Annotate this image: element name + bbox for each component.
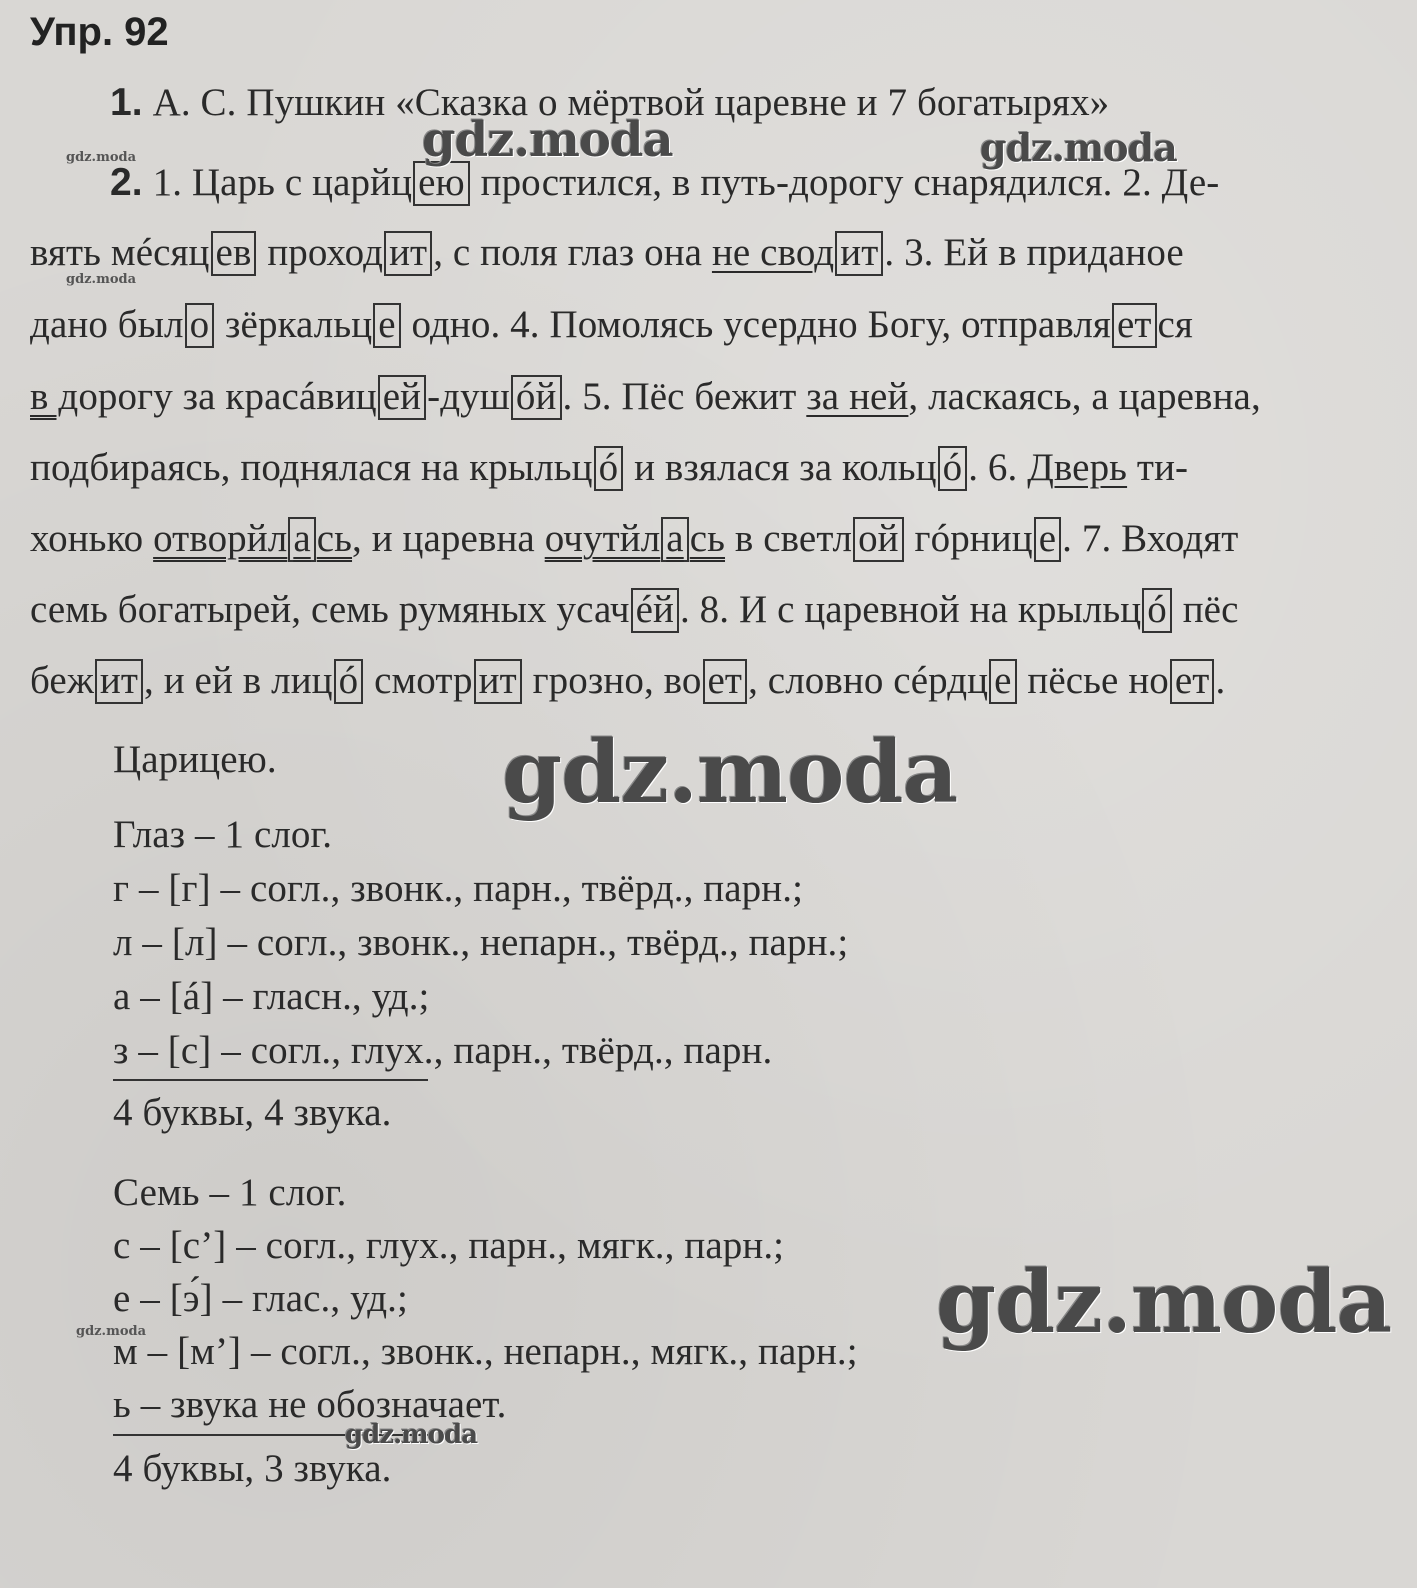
- underlined-fragment: в д: [30, 375, 79, 418]
- ending-box: о: [185, 303, 215, 348]
- text-fragment: зёркальц: [215, 303, 373, 346]
- analysis-1-line: л – [л] – согл., звонк., непарн., твёрд., парн.;: [113, 921, 849, 964]
- ending-box: е: [1034, 517, 1061, 562]
- analysis-2-title: Семь – 1 слог.: [113, 1171, 347, 1214]
- text-fragment: пёс: [1172, 588, 1239, 631]
- text-fragment: подбираясь, поднялася на крыльц: [30, 446, 593, 489]
- text-fragment: . 7. Входят: [1062, 517, 1239, 560]
- watermark: gdz.moda: [422, 112, 673, 168]
- underlined-fragment: за ней: [806, 375, 909, 418]
- text-fragment: . 3. Ей в приданое: [884, 231, 1184, 274]
- ending-box: óй: [511, 375, 562, 420]
- watermark-small: gdz.moda: [76, 1324, 147, 1339]
- ending-box: ит: [95, 659, 143, 704]
- watermark: gdz.moda: [980, 125, 1177, 170]
- item-1-text: А. С. Пушкин «Сказка о мёртвой царевне и 7 богатырях»: [152, 81, 1110, 124]
- text-fragment: .: [1215, 659, 1226, 702]
- watermark-small: gdz.moda: [66, 150, 137, 165]
- ending-box: ет: [1170, 659, 1215, 704]
- ending-box: ó: [1142, 588, 1172, 633]
- underlined-fragment: отворйл: [153, 517, 288, 560]
- ending-box: ет: [703, 659, 748, 704]
- text-fragment: , с поля глаз она: [433, 231, 712, 274]
- item-2-line-7: [30, 587, 1377, 633]
- item-2-line-3: [30, 302, 1377, 348]
- item-1-number: 1.: [110, 81, 143, 124]
- summary-rule: [113, 1079, 428, 1081]
- analysis-2-line: ь – звука не обозначает.: [113, 1383, 507, 1426]
- ending-box: ет: [1112, 303, 1157, 348]
- text-fragment: проход: [257, 231, 384, 274]
- text-fragment: одно. 4. Помолясь усердно Богу, отправля: [401, 303, 1111, 346]
- underlined-fragment: Дверь: [1027, 446, 1128, 489]
- analysis-1-title: Глаз – 1 слог.: [113, 813, 333, 856]
- analysis-2-line: м – [м’] – согл., звонк., непарн., мягк., парн.;: [113, 1330, 858, 1373]
- item-2-line-4: [30, 374, 1377, 420]
- underlined-fragment: сь: [316, 517, 353, 560]
- underlined-fragment: не свод: [711, 231, 835, 274]
- item-2-line-8: [30, 658, 1377, 704]
- ending-box: а: [661, 517, 688, 562]
- text-fragment: . 5. Пёс бежит: [562, 375, 807, 418]
- analysis-2-total: 4 буквы, 3 звука.: [113, 1447, 392, 1490]
- analysis-2-line: с – [с’] – согл., глух., парн., мягк., парн.;: [113, 1224, 785, 1267]
- item-2-line-5: [30, 445, 1377, 491]
- ending-box: ó: [938, 446, 968, 491]
- text-fragment: , словно сéрдц: [748, 659, 989, 702]
- underlined-fragment: очутйл: [544, 517, 661, 560]
- ending-box: ит: [835, 231, 883, 276]
- text-fragment: ти-: [1127, 446, 1189, 489]
- ending-box: ев: [211, 231, 257, 276]
- text-fragment: орогу за красáвиц: [78, 375, 377, 418]
- text-fragment: семь богатырей, семь румяных усач: [30, 588, 630, 631]
- text-fragment: смотр: [364, 659, 473, 702]
- analysis-1-total: 4 буквы, 4 звука.: [113, 1091, 392, 1134]
- ending-box: ит: [474, 659, 522, 704]
- watermark: gdz.moda: [936, 1252, 1392, 1353]
- analysis-1-line: г – [г] – согл., звонк., парн., твёрд., парн.;: [113, 867, 804, 910]
- text-fragment: простился, в путь-дорогу снарядился. 2. Де-: [470, 161, 1220, 204]
- watermark-small: gdz.moda: [66, 272, 137, 287]
- ending-box: а: [288, 517, 315, 562]
- analysis-1-line: а – [á] – гласн., уд.;: [113, 975, 430, 1018]
- watermark: gdz.moda: [502, 722, 958, 823]
- ending-box: ит: [384, 231, 432, 276]
- underlined-fragment: сь: [689, 517, 726, 560]
- text-fragment: . 6.: [968, 446, 1028, 489]
- text-fragment: беж: [30, 659, 94, 702]
- text-fragment: 1. Царь с царйц: [152, 161, 413, 204]
- text-fragment: , и ей в лиц: [144, 659, 333, 702]
- text-fragment: вять мéсяц: [30, 231, 210, 274]
- ending-box: éй: [631, 588, 679, 633]
- text-fragment: ся: [1157, 303, 1193, 346]
- text-fragment: , и царевна: [352, 517, 545, 560]
- ending-box: е: [373, 303, 400, 348]
- item-2-line-1: [110, 160, 1377, 206]
- text-fragment: хонько: [30, 517, 154, 560]
- text-fragment: гóрниц: [904, 517, 1033, 560]
- word-line: Царицею.: [113, 738, 277, 781]
- analysis-1-line: з – [с] – согл., глух., парн., твёрд., парн.: [113, 1029, 773, 1072]
- item-2-line-6: [30, 516, 1377, 562]
- analysis-2-line: е – [э́] – глас., уд.;: [113, 1277, 408, 1320]
- ending-box: ой: [853, 517, 904, 562]
- ending-box: ó: [334, 659, 364, 704]
- ending-box: е: [989, 659, 1016, 704]
- text-fragment: дано был: [30, 303, 184, 346]
- text-fragment: -душ: [427, 375, 510, 418]
- text-fragment: в светл: [725, 517, 853, 560]
- text-fragment: . 8. И с царевной на крыльц: [679, 588, 1142, 631]
- item-2-line-2: [30, 230, 1377, 276]
- watermark: gdz.moda: [345, 1420, 478, 1450]
- ending-box: ей: [378, 375, 426, 420]
- item-2-number: 2.: [110, 161, 143, 204]
- text-fragment: и взялася за кольц: [624, 446, 937, 489]
- ending-box: ó: [594, 446, 624, 491]
- text-fragment: грозно, во: [522, 659, 702, 702]
- item-1-line: [110, 80, 1377, 125]
- text-fragment: , ласкаясь, а царевна,: [908, 375, 1261, 418]
- ending-box: ею: [413, 161, 470, 206]
- exercise-heading: Упр. 92: [30, 10, 169, 54]
- text-fragment: пёсье но: [1017, 659, 1169, 702]
